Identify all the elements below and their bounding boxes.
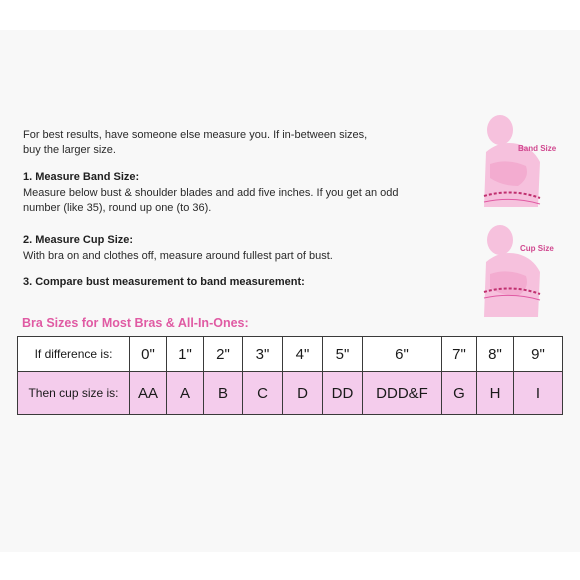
size-table-title: Bra Sizes for Most Bras & All-In-Ones: [22, 316, 249, 330]
difference-row-header: If difference is: [18, 337, 130, 372]
intro-text [23, 128, 463, 158]
cup-size-illustration [478, 222, 568, 322]
cup-size-cell: A [167, 372, 204, 415]
difference-cell: 4" [283, 337, 323, 372]
cup-size-row [18, 372, 563, 415]
bra-size-table [17, 336, 563, 415]
cup-size-cell: DDD&F [363, 372, 442, 415]
difference-cell: 9" [514, 337, 563, 372]
step-1-line-2: number (like 35), round up one (to 36). [23, 202, 212, 214]
difference-cell: 1" [167, 337, 204, 372]
cup-size-label: Cup Size [520, 244, 554, 253]
step-1-text [23, 186, 463, 216]
difference-cell: 8" [477, 337, 514, 372]
step-3-title: 3. Compare bust measurement to band measurement: [23, 276, 305, 288]
cup-size-cell: H [477, 372, 514, 415]
difference-cell: 7" [442, 337, 477, 372]
difference-cell: 3" [243, 337, 283, 372]
difference-row [18, 337, 563, 372]
step-2-text [23, 249, 463, 264]
intro-line-2: buy the larger size. [23, 144, 116, 156]
step-2-line-1: With bra on and clothes off, measure around fullest part of bust. [23, 250, 333, 262]
cup-size-cell: AA [130, 372, 167, 415]
step-2-title: 2. Measure Cup Size: [23, 234, 134, 246]
difference-cell: 6" [363, 337, 442, 372]
difference-cell: 2" [204, 337, 243, 372]
cup-size-cell: D [283, 372, 323, 415]
difference-cell: 5" [323, 337, 363, 372]
intro-line-1: For best results, have someone else measure you. If in-between sizes, [23, 129, 368, 141]
step-1-title: 1. Measure Band Size: [23, 171, 140, 183]
band-size-illustration [478, 112, 568, 212]
difference-cell: 0" [130, 337, 167, 372]
band-size-label: Band Size [518, 144, 557, 153]
female-torso-measure-icon [478, 112, 568, 212]
cup-size-cell: I [514, 372, 563, 415]
cup-size-cell: C [243, 372, 283, 415]
cup-size-row-header: Then cup size is: [18, 372, 130, 415]
female-torso-cup-measure-icon [478, 222, 568, 322]
cup-size-cell: DD [323, 372, 363, 415]
step-1-line-1: Measure below bust & shoulder blades and add five inches. If you get an odd [23, 187, 399, 199]
cup-size-cell: G [442, 372, 477, 415]
cup-size-cell: B [204, 372, 243, 415]
